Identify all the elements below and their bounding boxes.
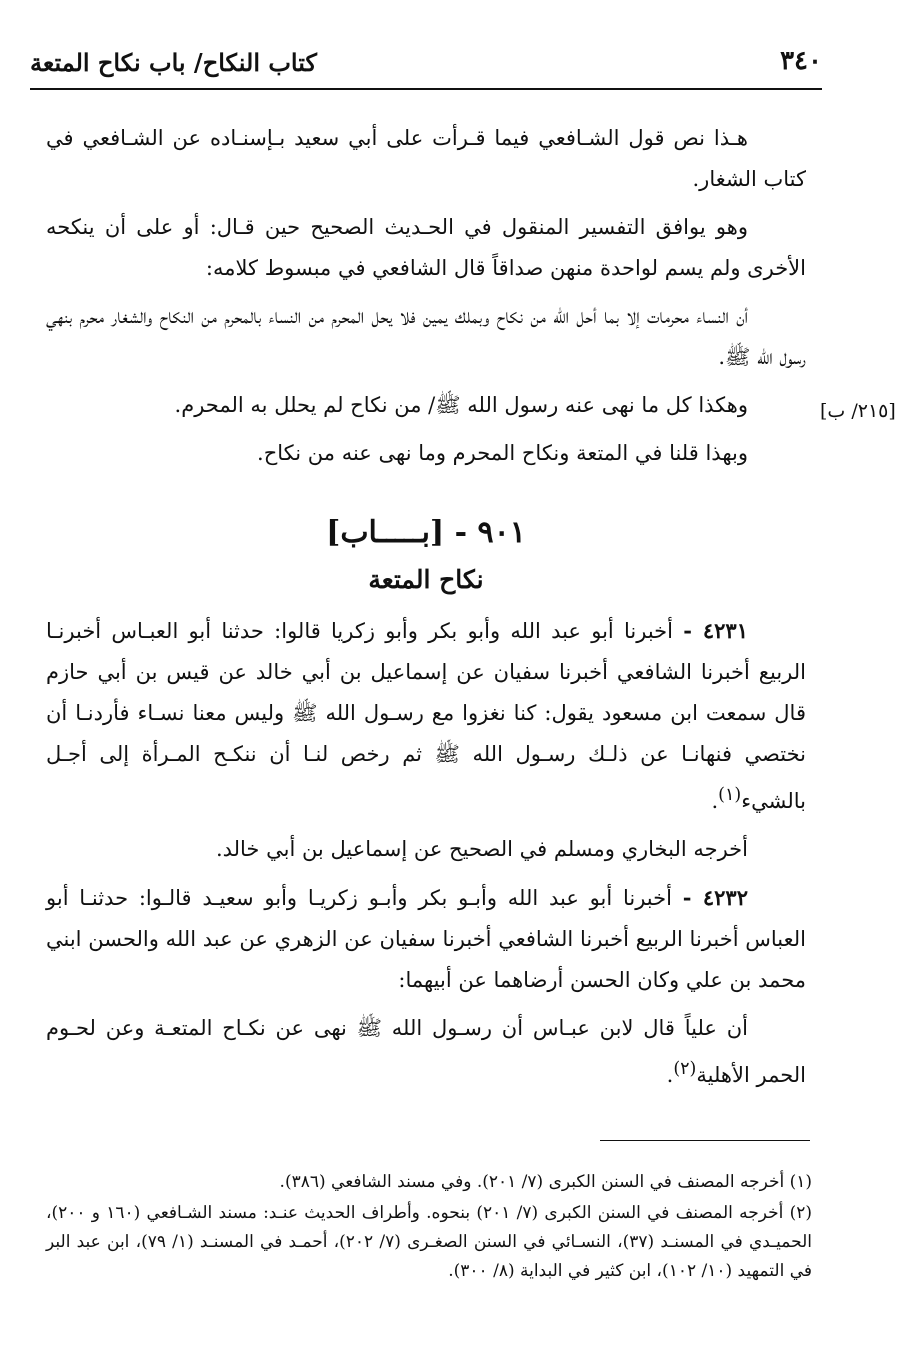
hadith-body: أخبرنا أبو عبد الله وأبو بكر وأبو زكريا قالوا: حدثنا أبو العبـاس أخبرنـا الربيع أخبرنا الشافعي أخبرنا سفيان عن إسماعيل بن أبي خالد عن قيس بن أبي حازم قال سمعت ابن مسعود يقول: كنا نغزوا مع رسـول الله ﷺ وليس معنا نسـاء فأردنـا أن نختصي فنهانـا عن ذلـك رسـول الله ﷺ ثم رخص لنـا أن ننكـح المـرأة إلى أجـل بالشيء — [46, 619, 806, 813]
footnotes — [46, 1168, 812, 1288]
intro-paragraph: وبهذا قلنا في المتعة ونكاح المحرم وما نهى عنه من نكاح. — [257, 441, 748, 465]
intro-paragraph: وهكذا كل ما نهى عنه رسول الله ﷺ/ من نكاح لم يحلل به المحرم. — [174, 393, 748, 417]
hadith-body: أخرجه البخاري ومسلم في الصحيح عن إسماعيل بن أبي خالد. — [215, 837, 748, 861]
hadith-body: أخبرنا أبو عبد الله وأبـو بكر وأبـو زكريـا وأبو سعيـد قالـوا: حدثنـا أبو العباس أخبرنا الربيع أخبرنا الشافعي أخبرنا سفيان عن الزهري عن عبد الله والحسن ابني محمد بن علي وكان الحسن أرضاهما عن أبيهما: — [46, 886, 806, 992]
page-number: ٣٤٠ — [780, 46, 822, 76]
intro-paragraph: وهو يوافق التفسير المنقول في الحـديث الصحيح حين قـال: أو على أن ينكحه الأخرى ولم يسم لواحدة منهن صداقاً قال الشافعي في مبسوط كلامه: — [46, 215, 806, 280]
footnote: (٢) أخرجه المصنف في السنن الكبرى (٧/ ٢٠١) بنحوه. وأطراف الحديث عنـد: مسند الشـافعي (١٦٠ و ٢٠٠)، الحميـدي في المسنـد (٣٧)، النسـائي في السنن الصغـرى (٧/ ٢٠٢)، أحمـد في المسنـد (١/ ٧٩)، ابن عبد البر في التمهيد (١٠/ ١٠٢)، ابن كثير في البداية (٨/ ٣٠٠). — [46, 1203, 812, 1281]
manuscript-folio-marker: [٢١٥/ ب] — [820, 400, 896, 422]
hadith-body: أن علياً قال لابن عبـاس أن رسـول الله ﷺ نهى عن نكـاح المتعـة وعن لحـوم الحمر الأهلية — [46, 1016, 806, 1087]
page-header — [30, 40, 822, 90]
sentence-end: . — [711, 789, 719, 813]
hadith-paragraph — [46, 1008, 806, 1096]
footnote-divider — [600, 1140, 810, 1141]
hadith-text — [46, 610, 806, 1103]
hadith-paragraph — [46, 877, 806, 1001]
footnote-reference[interactable]: (١) — [718, 785, 742, 805]
chapter-heading: ٩٠١ - [بـــــاب] — [326, 515, 526, 550]
running-title: كتاب النكاح/ باب نكاح المتعة — [30, 48, 317, 77]
intro-paragraph: هـذا نص قول الشـافعي فيما قـرأت على أبي سعيد بـإسنـاده عن الشـافعي في كتاب الشغار. — [46, 126, 806, 191]
hadith-paragraph — [46, 610, 806, 822]
footnote: (١) أخرجه المصنف في السنن الكبرى (٧/ ٢٠١). وفي مسند الشافعي (٣٨٦). — [279, 1172, 812, 1192]
footnote-reference[interactable]: (٢) — [673, 1059, 697, 1079]
hadith-paragraph — [46, 829, 806, 870]
hadith-number: ٤٢٣٢ - — [682, 885, 748, 910]
hadith-number: ٤٢٣١ - — [683, 618, 748, 643]
sentence-end: . — [666, 1063, 674, 1087]
intro-text — [46, 118, 806, 481]
intro-paragraph: أن النساء محرمات إلا بما أحل الله من نكاح وبملك يمين فلا يحل المحرم من النساء بالمحرم من النكاح والشغار محرم بنهي رسول الله ﷺ. — [46, 304, 806, 369]
chapter-subtitle: نكاح المتعة — [368, 565, 484, 594]
